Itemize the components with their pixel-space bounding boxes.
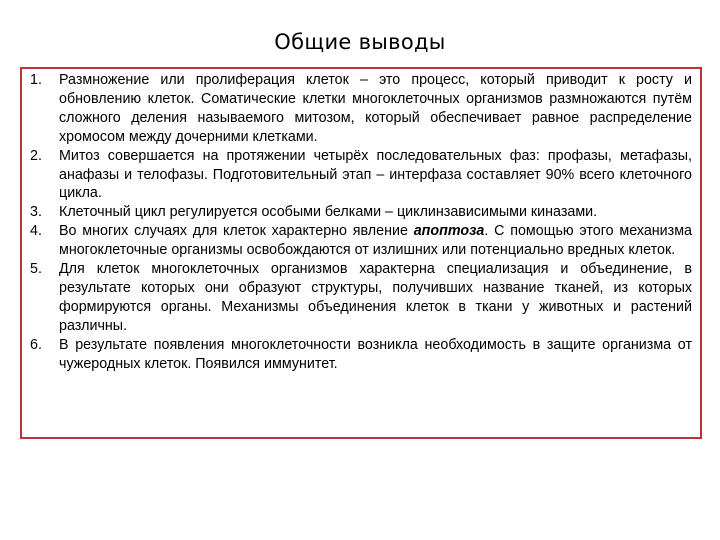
item-text-continued: . С помощью этого механизма многоклеточные организмы освобождаются от излишних или потенциально вредных клеток. [59,223,693,259]
item-text: Митоз совершается на протяжении четырёх последовательных фаз: профазы, метафазы, анафазы и телофазы. Подготовительный этап – интерфаза составляет 90% всего клеточного цикла. [59,147,692,202]
conclusions-list [30,71,692,374]
item-number: 5. [30,261,42,278]
conclusion-item-1 [30,71,692,147]
item-number: 6. [30,336,42,353]
item-text: Размножение или пролиферация клеток – это процесс, который приводит к росту и обновлению клеток. Соматические клетки многоклеточных организмов размножаются путём сложного деления называемого митозом, который обеспечивает равное распределение хромосом между дочерними клетками. [59,72,692,145]
conclusion-item-2 [30,147,692,204]
item-text: Для клеток многоклеточных организмов характерна специализация и объединение, в результате которых они образуют структуры, получивших название тканей, из которых формируются органы. Механизмы объединения клеток в ткани у животных и растений различны. [59,261,692,334]
item-number: 1. [30,72,42,88]
item-text: Во многих случаях для клеток характерно явление [59,223,414,240]
item-number: 4. [30,223,42,240]
conclusion-item-6 [30,336,692,374]
conclusions-box [20,67,702,439]
item-text: Клеточный цикл регулируется особыми белками – циклинзависимыми киназами. [59,204,598,221]
conclusion-item-5 [30,260,692,336]
item-text: В результате появления многоклеточности возникла необходимость в защите организма от чужеродных клеток. Появился иммунитет. [59,336,692,372]
apoptosis-term: апоптоза [413,223,485,240]
slide-title: Общие выводы [274,30,446,54]
conclusion-item-3 [30,203,692,222]
item-number: 3. [30,204,42,221]
conclusion-item-4 [30,222,692,260]
item-number: 2. [30,147,42,164]
